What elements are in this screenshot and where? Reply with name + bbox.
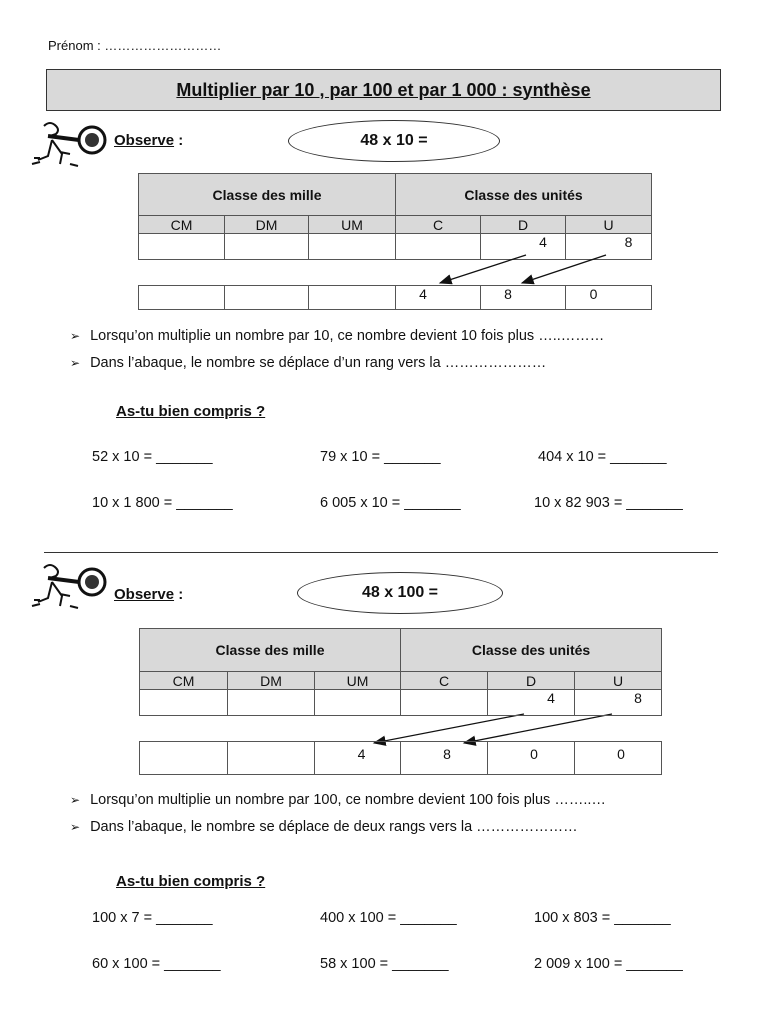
column-header: UM	[309, 216, 396, 234]
column-header: D	[488, 672, 575, 690]
digit-cell: 8	[481, 286, 566, 310]
digit-cell	[401, 690, 488, 716]
digit-cell	[140, 690, 228, 716]
exercise: 400 x 100 = _______	[320, 910, 457, 926]
rule-bullet: ➢ Dans l’abaque, le nombre se déplace de deux rangs vers la …………………	[70, 819, 578, 835]
page-title: Multiplier par 10 , par 100 et par 1 000 : synthèse	[176, 79, 591, 100]
exercise: 79 x 10 = _______	[320, 449, 441, 465]
column-header: C	[396, 216, 481, 234]
exercise: 6 005 x 10 = _______	[320, 495, 461, 511]
units-class-header: Classe des unités	[401, 629, 662, 672]
digit-cell: 8	[401, 742, 488, 775]
exercise: 58 x 100 = _______	[320, 956, 449, 972]
digit-cell: 0	[566, 286, 652, 310]
digit-cell: 4	[396, 286, 481, 310]
column-header: DM	[228, 672, 315, 690]
check-title: As-tu bien compris ?	[116, 403, 266, 420]
exercise: 100 x 7 = _______	[92, 910, 213, 926]
check-title: As-tu bien compris ?	[116, 873, 266, 890]
exercise: 10 x 82 903 = _______	[534, 495, 683, 511]
place-value-table-after	[139, 741, 662, 775]
digit-cell: 4	[315, 742, 401, 775]
column-header: U	[575, 672, 662, 690]
arrowhead-bullet-icon: ➢	[70, 793, 81, 807]
exercise: 100 x 803 = _______	[534, 910, 671, 926]
operation-ellipse	[297, 572, 503, 614]
observe-label: Observe :	[114, 132, 184, 149]
rule-bullet: ➢ Lorsqu’on multiplie un nombre par 10, ce nombre devient 10 fois plus …..………	[70, 328, 605, 344]
column-header: C	[401, 672, 488, 690]
units-class-header: Classe des unités	[396, 174, 652, 216]
exercise: 2 009 x 100 = _______	[534, 956, 683, 972]
digit-cell: 0	[575, 742, 662, 775]
section-divider	[44, 552, 718, 553]
place-value-table-before	[139, 628, 662, 716]
thousands-class-header: Classe des mille	[140, 629, 401, 672]
arrowhead-bullet-icon: ➢	[70, 356, 81, 370]
digit-cell	[140, 742, 228, 775]
digit-cell: 4	[481, 234, 566, 260]
observe-label: Observe :	[114, 586, 184, 603]
operation-text: 48 x 100 =	[361, 584, 439, 601]
digit-cell	[228, 742, 315, 775]
arrowhead-bullet-icon: ➢	[70, 820, 81, 834]
exercise: 60 x 100 = _______	[92, 956, 221, 972]
exercise: 10 x 1 800 = _______	[92, 495, 233, 511]
digit-cell: 8	[566, 234, 652, 260]
digit-cell: 0	[488, 742, 575, 775]
rule-bullet: ➢ Lorsqu’on multiplie un nombre par 100, ce nombre devient 100 fois plus ……..…	[70, 792, 606, 808]
digit-cell	[315, 690, 401, 716]
column-header: U	[566, 216, 652, 234]
column-header: CM	[139, 216, 225, 234]
digit-cell: 8	[575, 690, 662, 716]
magnifier-character-icon	[30, 560, 110, 612]
column-header: CM	[140, 672, 228, 690]
digit-cell	[228, 690, 315, 716]
thousands-class-header: Classe des mille	[139, 174, 396, 216]
name-field-label: Prénom : ………………………	[48, 38, 222, 53]
exercise: 52 x 10 = _______	[92, 449, 213, 465]
exercise: 404 x 10 = _______	[538, 449, 667, 465]
operation-text: 48 x 10 =	[360, 132, 428, 149]
column-header: D	[481, 216, 566, 234]
column-header: DM	[225, 216, 309, 234]
column-header: UM	[315, 672, 401, 690]
digit-cell: 4	[488, 690, 575, 716]
rule-bullet: ➢ Dans l’abaque, le nombre se déplace d’un rang vers la …………………	[70, 355, 547, 371]
arrowhead-bullet-icon: ➢	[70, 329, 81, 343]
